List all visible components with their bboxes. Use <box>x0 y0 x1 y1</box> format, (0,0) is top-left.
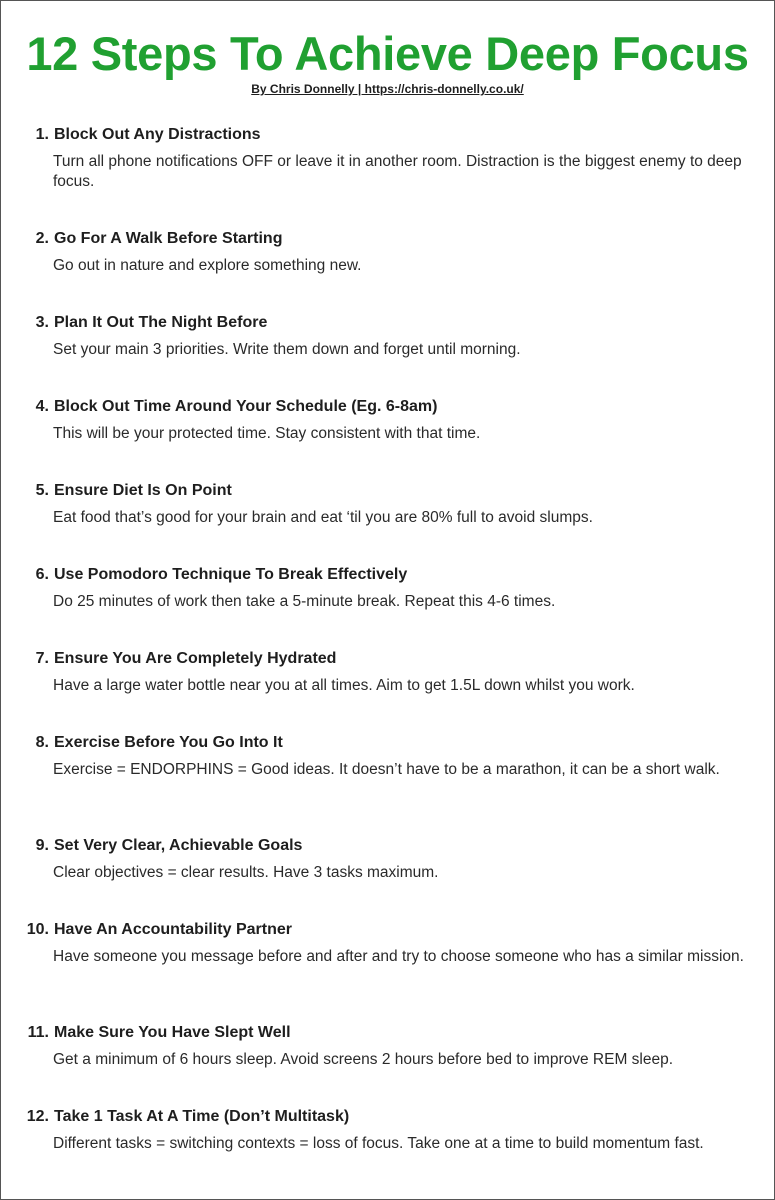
step-description: Clear objectives = clear results. Have 3 tasks maximum. <box>53 864 439 881</box>
step-item-1 <box>1 124 774 190</box>
step-number: 11. <box>27 1024 49 1041</box>
step-description: Different tasks = switching contexts = loss of focus. Take one at a time to build momentum fast. <box>53 1135 704 1152</box>
step-number: 4. <box>35 398 49 415</box>
step-description: Go out in nature and explore something new. <box>53 257 362 274</box>
step-number: 6. <box>35 566 49 583</box>
step-title: Plan It Out The Night Before <box>54 314 268 331</box>
step-number: 8. <box>35 734 49 751</box>
step-number: 9. <box>35 837 49 854</box>
step-title: Ensure Diet Is On Point <box>54 482 232 499</box>
step-description: Eat food that’s good for your brain and eat ‘til you are 80% full to avoid slumps. <box>53 509 593 526</box>
step-title: Take 1 Task At A Time (Don’t Multitask) <box>54 1108 350 1125</box>
step-item-9 <box>1 835 774 881</box>
step-item-8 <box>1 732 774 778</box>
step-item-12 <box>1 1106 774 1152</box>
step-number: 10. <box>26 921 49 938</box>
step-title: Use Pomodoro Technique To Break Effectively <box>54 566 408 583</box>
step-item-11 <box>1 1022 774 1068</box>
step-description: This will be your protected time. Stay consistent with that time. <box>53 425 481 442</box>
byline <box>1 81 774 97</box>
step-number: 1. <box>35 126 49 143</box>
step-title: Have An Accountability Partner <box>54 921 292 938</box>
step-title: Block Out Any Distractions <box>54 126 261 143</box>
step-description: Turn all phone notifications OFF or leave it in another room. Distraction is the biggest enemy to deep focus. <box>53 153 742 190</box>
step-description: Get a minimum of 6 hours sleep. Avoid screens 2 hours before bed to improve REM sleep. <box>53 1051 674 1068</box>
step-description: Set your main 3 priorities. Write them down and forget until morning. <box>53 341 521 358</box>
step-description: Exercise = ENDORPHINS = Good ideas. It doesn’t have to be a marathon, it can be a short walk. <box>53 761 720 778</box>
step-title: Set Very Clear, Achievable Goals <box>54 837 303 854</box>
step-description: Do 25 minutes of work then take a 5-minute break. Repeat this 4-6 times. <box>53 593 556 610</box>
step-item-6 <box>1 564 774 610</box>
step-title: Go For A Walk Before Starting <box>54 230 283 247</box>
step-item-10 <box>1 919 774 965</box>
step-description: Have someone you message before and after and try to choose someone who has a similar mission. <box>53 948 744 965</box>
step-description: Have a large water bottle near you at all times. Aim to get 1.5L down whilst you work. <box>53 677 635 694</box>
step-title: Exercise Before You Go Into It <box>54 734 283 751</box>
step-item-4 <box>1 396 774 442</box>
step-item-5 <box>1 480 774 526</box>
step-number: 12. <box>26 1108 49 1125</box>
step-number: 7. <box>35 650 49 667</box>
step-number: 3. <box>35 314 49 331</box>
step-title: Block Out Time Around Your Schedule (Eg. 6-8am) <box>54 398 438 415</box>
step-title: Ensure You Are Completely Hydrated <box>54 650 337 667</box>
step-item-2 <box>1 228 774 274</box>
step-item-3 <box>1 312 774 358</box>
step-number: 2. <box>35 230 49 247</box>
step-title: Make Sure You Have Slept Well <box>54 1024 291 1041</box>
step-item-7 <box>1 648 774 694</box>
page-title: 12 Steps To Achieve Deep Focus <box>26 27 749 80</box>
byline-text: By Chris Donnelly | https://chris-donnelly.co.uk/ <box>251 82 524 96</box>
step-number: 5. <box>35 482 49 499</box>
